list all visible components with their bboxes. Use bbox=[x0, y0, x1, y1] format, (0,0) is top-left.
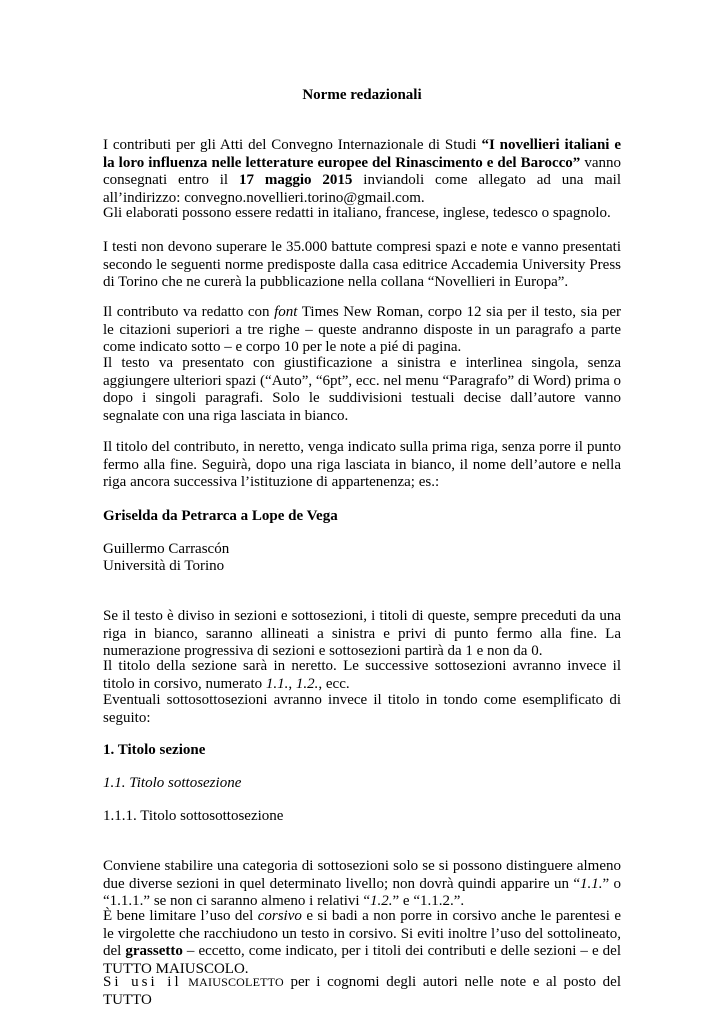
paragraph-font bbox=[103, 304, 621, 357]
italic-number: 1.2. bbox=[295, 675, 319, 692]
text-run: Conviene stabilire una categoria di sottosezioni solo se si possono distinguere almeno due diverse sezioni in quel determinato livello; non dovrà quindi apparire un “ bbox=[103, 858, 621, 892]
conference-title: “I novellieri italiani e la loro influenza nelle letterature europee del Rinascimento e del Barocco” bbox=[103, 137, 621, 171]
text-run: ” o “1.1.1.” se non ci saranno almeno i relativi “ bbox=[103, 875, 621, 910]
paragraph-subsections: Eventuali sottosottosezioni avranno invece il titolo in tondo come esemplificato di seguito: bbox=[103, 692, 621, 726]
text-run: ” e “1.1.2.”. bbox=[392, 893, 465, 910]
document-title: Norme redazionali bbox=[302, 87, 422, 103]
italic-number: 1.2. bbox=[370, 893, 393, 910]
example-author: Guillermo Carrascón bbox=[103, 541, 230, 557]
paragraph-justification: Il testo va presentato con giustificazione a sinistra e interlinea singola, senza aggiungere ulteriori spazi (“Auto”, “6pt”, ecc. nel menu “Paragrafo” di Word) prima o dopo i singoli paragrafi. Solo le suddivisioni testuali decise dall’autore vanno segnalate con una riga lasciata in bianco. bbox=[103, 355, 621, 424]
paragraph-title-rules: Il titolo del contributo, in neretto, venga indicato sulla prima riga, senza porre il punto fermo alla fine. Seguirà, dopo una riga lasciata in bianco, il nome dell’autore e nella riga ancora successiva l’istituzione di appartenenza; es.: bbox=[103, 439, 621, 491]
text-run: e si badi a non porre in corsivo anche le parentesi e le virgolette che racchiudono un testo in corsivo. Si eviti inoltre l’uso del sottolineato, del bbox=[103, 908, 621, 960]
text-run: vanno consegnati entro il bbox=[103, 154, 621, 189]
paragraph-languages: Gli elaborati possono essere redatti in italiano, francese, inglese, tedesco o spagnolo. bbox=[103, 205, 611, 221]
paragraph-smallcaps bbox=[103, 974, 621, 1009]
text-run: Il contributo va redatto con bbox=[103, 304, 275, 320]
paragraph-italics bbox=[103, 908, 621, 978]
text-run: Il titolo della sezione sarà in neretto. Le successive sottosezioni avranno invece il titolo in corsivo, numerato bbox=[103, 658, 621, 692]
text-run: inviandoli come allegato ad una mail all’indirizzo: convegno.novellieri.torino@gmail.com. bbox=[103, 172, 621, 206]
italic-word: font bbox=[274, 304, 298, 320]
italic-word: corsivo bbox=[257, 908, 302, 924]
paragraph-sections: Se il testo è diviso in sezioni e sottosezioni, i titoli di queste, sempre preceduti da una riga in bianco, saranno allineati a sinistra e privi di punto fermo alla fine. La numerazione progressiva di sezioni e sottosezioni partirà da 1 e non da 0. bbox=[103, 608, 621, 660]
deadline-date: 17 maggio 2015 bbox=[238, 172, 353, 189]
example-section-heading: 1. Titolo sezione bbox=[103, 742, 206, 758]
text-run: I contributi per gli Atti del Convegno Internazionale di Studi bbox=[103, 137, 482, 153]
paragraph-section-style bbox=[103, 658, 621, 693]
text-run: per i cognomi degli autori nelle note e al posto del TUTTO bbox=[103, 974, 622, 1008]
text-run: Si usi il bbox=[103, 974, 182, 990]
example-title: Griselda da Petrarca a Lope de Vega bbox=[103, 508, 338, 524]
smallcaps-word: MAIUSCOLETTO bbox=[188, 975, 284, 989]
paragraph-categories bbox=[103, 858, 621, 911]
text-run: È bene limitare l’uso del bbox=[103, 908, 258, 924]
text-run: , ecc. bbox=[318, 675, 350, 692]
text-run: Times New Roman, corpo 12 sia per il testo, sia per le citazioni superiori a tre righe – queste andranno disposte in un paragrafo a parte come indicato sotto – e corpo 10 per le note a pié di pagina. bbox=[103, 304, 622, 356]
example-subsubsection-heading: 1.1.1. Titolo sottosottosezione bbox=[103, 808, 284, 824]
italic-number: 1.1. bbox=[579, 875, 603, 892]
example-institution: Università di Torino bbox=[103, 558, 225, 574]
text-run: , bbox=[288, 675, 296, 692]
text-run: – eccetto, come indicato, per i titoli dei contributi e delle sezioni – e del TUTTO MAIUSCOLO. bbox=[103, 943, 622, 977]
paragraph-submission bbox=[103, 137, 621, 207]
bold-word: grassetto bbox=[125, 943, 183, 960]
paragraph-length: I testi non devono superare le 35.000 battute compresi spazi e note e vanno presentati secondo le seguenti norme predisposte dalla casa editrice Accademia University Press di Torino che ne curerà la pubblicazione nella collana “Novellieri in Europa”. bbox=[103, 239, 621, 291]
example-subsection-heading: 1.1. Titolo sottosezione bbox=[103, 775, 242, 791]
italic-number: 1.1. bbox=[265, 675, 289, 692]
